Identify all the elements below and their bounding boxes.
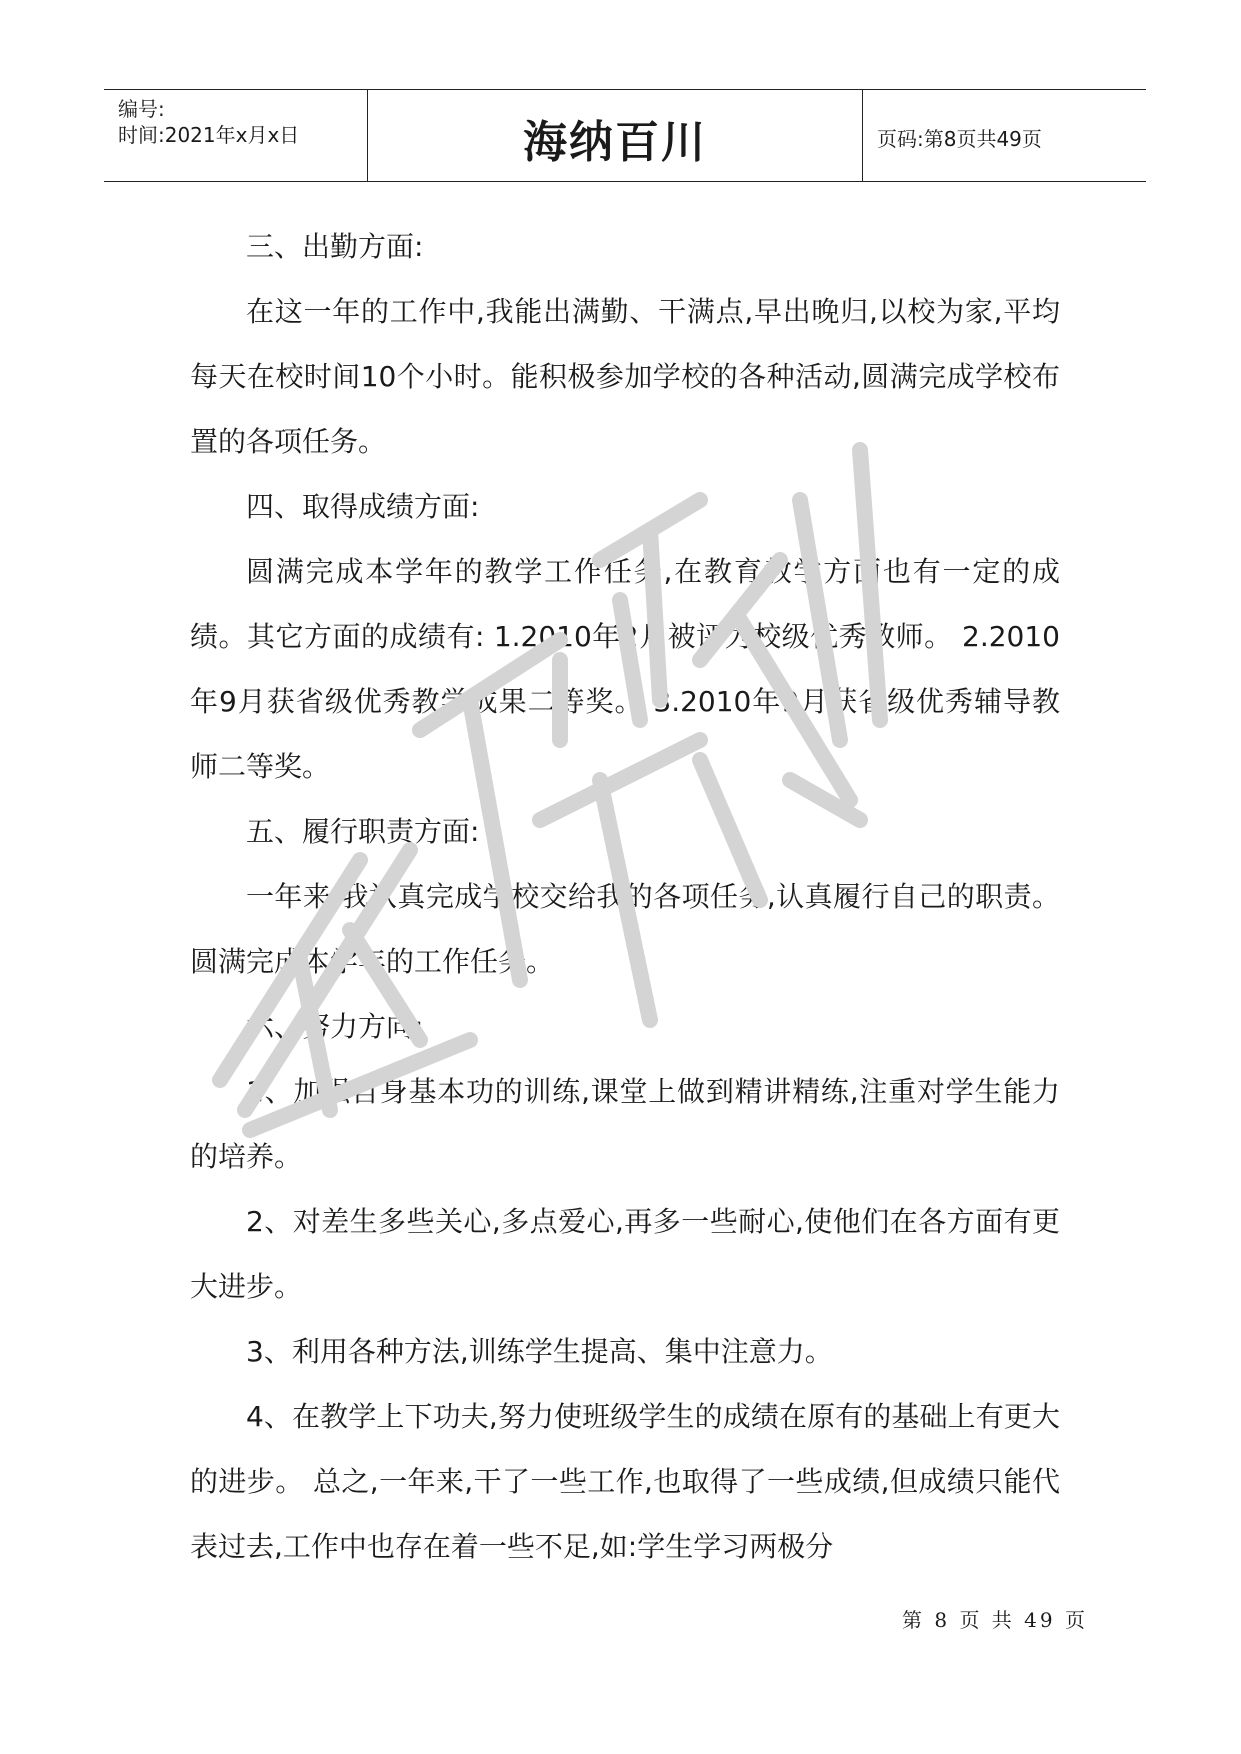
brand-title: 海纳百川 (523, 117, 707, 168)
paragraph-duties: 一年来,我认真完成学校交给我的各项任务,认真履行自己的职责。圆满完成本学年的工作任务。 (190, 880, 1060, 978)
date-line: 时间:2021年x月x日 (118, 123, 300, 147)
list-item-2: 2、对差生多些关心,多点爱心,再多一些耐心,使他们在各方面有更大进步。 (190, 1205, 1060, 1303)
section-heading-achievements: 四、取得成绩方面: (246, 490, 480, 523)
section-heading-direction: 六、努力方向: (246, 1010, 424, 1043)
page-code: 页码:第8页共49页 (877, 127, 1042, 151)
list-item-1: 1、加强自身基本功的训练,课堂上做到精讲精练,注重对学生能力的培养。 (190, 1075, 1060, 1173)
list-item-4: 4、在教学上下功夫,努力使班级学生的成绩在原有的基础上有更大的进步。 总之,一年来,干了一些工作,也取得了一些成绩,但成绩只能代表过去,工作中也存在着一些不足,如:学生学习两极分 (190, 1400, 1060, 1563)
document-header (104, 89, 1146, 182)
list-item-3: 3、利用各种方法,训练学生提高、集中注意力。 (246, 1335, 833, 1368)
header-brand-cell (368, 90, 863, 181)
paragraph-attendance: 在这一年的工作中,我能出满勤、干满点,早出晚归,以校为家,平均每天在校时间10个小时。能积极参加学校的各种活动,圆满完成学校布置的各项任务。 (190, 295, 1060, 458)
header-page-cell (863, 90, 1146, 181)
serial-number-label: 编号: (118, 97, 165, 121)
document-body (190, 214, 1060, 1579)
section-heading-attendance: 三、出勤方面: (246, 230, 424, 263)
paragraph-achievements: 圆满完成本学年的教学工作任务,在教育教学方面也有一定的成绩。其它方面的成绩有: 1.2010年2月被评为校级优秀教师。 2.2010年9月获省级优秀教学成果二等奖。 3.2010年9月获省级优秀辅导教师二等奖。 (190, 555, 1060, 783)
page-footer: 第 8 页 共 49 页 (902, 1608, 1088, 1632)
header-meta-cell (104, 90, 368, 181)
section-heading-duties: 五、履行职责方面: (246, 815, 480, 848)
